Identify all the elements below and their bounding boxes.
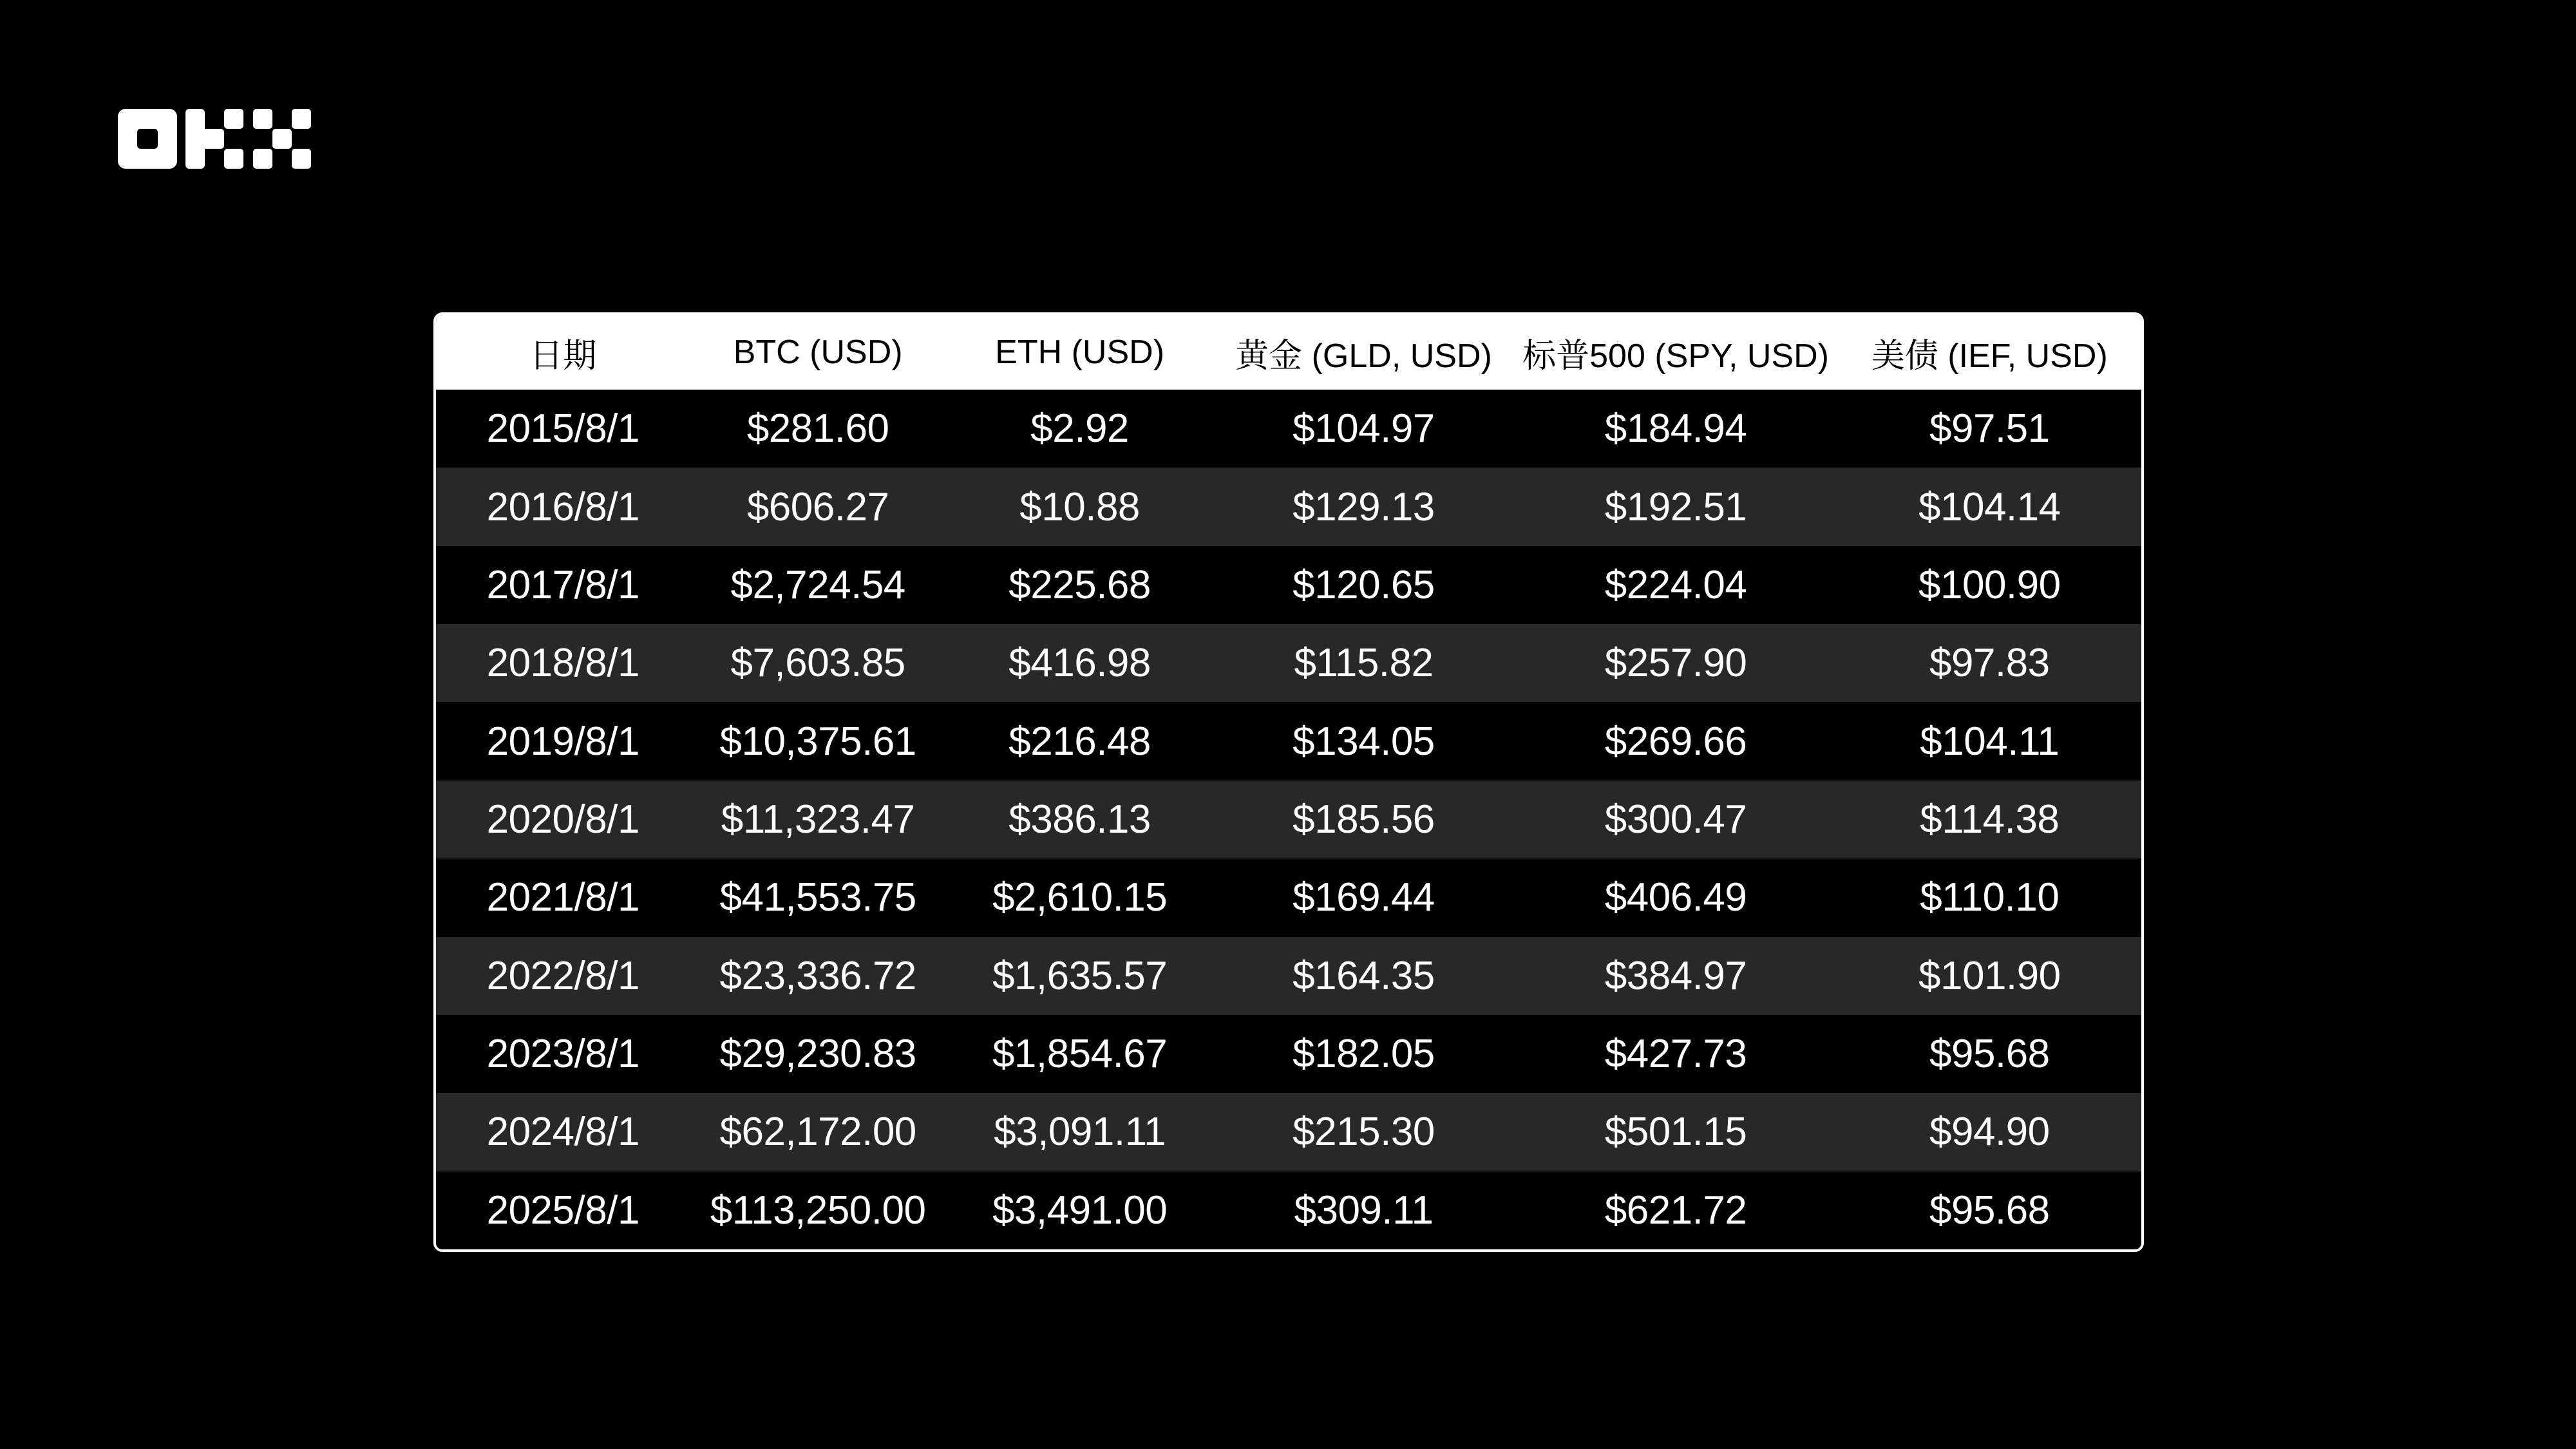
cell-date: 2015/8/1 [486,406,639,451]
cell-gold: $169.44 [1293,875,1435,920]
cell-ief: $114.38 [1920,797,2060,842]
table-row [436,702,2141,780]
cell-eth: $3,091.11 [994,1110,1166,1155]
cell-ief: $104.11 [1920,719,2060,764]
cell-date: 2020/8/1 [486,797,639,842]
cell-btc: $7,603.85 [730,641,905,686]
cell-date: 2019/8/1 [486,719,639,764]
table-body [436,390,2141,1249]
cell-spy: $184.94 [1604,406,1747,451]
cell-btc: $113,250.00 [710,1188,926,1233]
table-row [436,624,2141,702]
cell-ief: $94.90 [1929,1110,2050,1155]
cell-spy: $384.97 [1604,953,1747,998]
cell-ief: $101.90 [1918,953,2061,998]
cell-gold: $129.13 [1293,484,1435,529]
cell-ief: $100.90 [1918,562,2061,607]
column-header-spy: 标普500 (SPY, USD) [1514,315,1838,390]
cell-spy: $406.49 [1604,875,1747,920]
asset-price-table [433,312,2144,1252]
cell-gold: $104.97 [1293,406,1435,451]
cell-gold: $309.11 [1294,1188,1434,1233]
cell-spy: $257.90 [1604,641,1747,686]
column-header-btc: BTC (USD) [690,315,946,390]
table-row [436,858,2141,936]
okx-logo-glyphs [118,109,311,169]
cell-date: 2021/8/1 [486,875,639,920]
cell-eth: $1,635.57 [992,953,1168,998]
cell-ief: $95.68 [1929,1188,2050,1233]
cell-btc: $41,553.75 [719,875,916,920]
cell-eth: $2.92 [1030,406,1129,451]
table-row [436,781,2141,858]
cell-spy: $269.66 [1604,719,1747,764]
cell-ief: $97.51 [1929,406,2050,451]
cell-btc: $23,336.72 [719,953,916,998]
cell-gold: $115.82 [1294,641,1434,686]
cell-ief: $110.10 [1920,875,2060,920]
cell-btc: $29,230.83 [719,1032,916,1077]
table-row [436,468,2141,545]
table-row [436,546,2141,624]
cell-btc: $62,172.00 [719,1110,916,1155]
cell-btc: $11,323.47 [721,797,915,842]
cell-date: 2023/8/1 [486,1032,639,1077]
column-header-gold: 黄金 (GLD, USD) [1213,315,1513,390]
cell-btc: $606.27 [746,484,889,529]
cell-eth: $2,610.15 [992,875,1168,920]
cell-ief: $97.83 [1929,641,2050,686]
cell-gold: $120.65 [1293,562,1435,607]
cell-gold: $182.05 [1293,1032,1435,1077]
cell-eth: $416.98 [1009,641,1151,686]
cell-spy: $300.47 [1604,797,1747,842]
cell-eth: $386.13 [1009,797,1151,842]
table-row [436,1093,2141,1171]
cell-eth: $3,491.00 [992,1188,1168,1233]
price-table [436,315,2141,1249]
cell-date: 2022/8/1 [486,953,639,998]
table-header-row [436,315,2141,390]
column-header-date: 日期 [436,315,690,390]
table-row [436,390,2141,468]
cell-spy: $501.15 [1604,1110,1747,1155]
column-header-ief: 美债 (IEF, USD) [1838,315,2141,390]
table-row [436,937,2141,1015]
cell-gold: $215.30 [1293,1110,1435,1155]
cell-date: 2017/8/1 [486,562,639,607]
column-header-eth: ETH (USD) [946,315,1214,390]
table-row [436,1171,2141,1249]
cell-eth: $216.48 [1009,719,1151,764]
cell-ief: $95.68 [1929,1032,2050,1077]
cell-gold: $164.35 [1293,953,1435,998]
okx-logo [118,109,311,169]
cell-spy: $224.04 [1604,562,1747,607]
cell-gold: $134.05 [1293,719,1435,764]
cell-eth: $1,854.67 [992,1032,1168,1077]
cell-eth: $225.68 [1009,562,1151,607]
cell-btc: $10,375.61 [719,719,916,764]
cell-eth: $10.88 [1019,484,1140,529]
cell-gold: $185.56 [1293,797,1435,842]
cell-spy: $621.72 [1604,1188,1747,1233]
cell-date: 2016/8/1 [486,484,639,529]
cell-date: 2018/8/1 [486,641,639,686]
cell-spy: $192.51 [1604,484,1747,529]
cell-date: 2024/8/1 [486,1110,639,1155]
cell-ief: $104.14 [1918,484,2061,529]
table-row [436,1015,2141,1093]
cell-date: 2025/8/1 [486,1188,639,1233]
cell-btc: $281.60 [746,406,889,451]
cell-btc: $2,724.54 [730,562,905,607]
cell-spy: $427.73 [1604,1032,1747,1077]
